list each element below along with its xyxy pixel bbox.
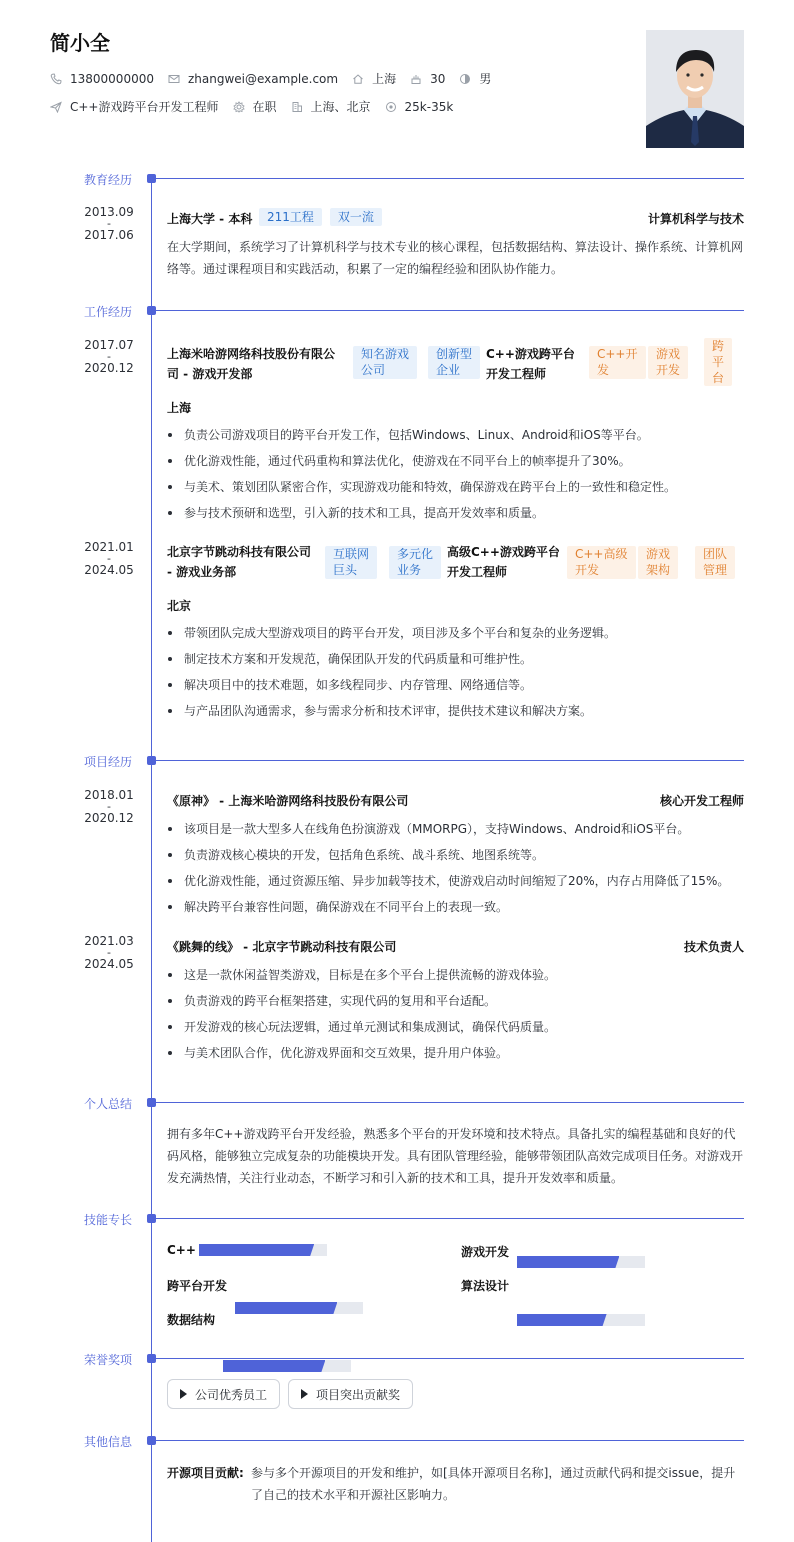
age-text: 30 [430,71,446,86]
award-item [167,1379,280,1409]
email-info [168,72,338,86]
list-item: 制定技术方案和开发规范，确保团队开发的代码质量和可维护性。 [167,646,616,672]
cake-icon [410,73,422,85]
honors-list [167,1379,421,1409]
date-dash: - [107,552,111,565]
other-line: 参与多个开源项目的开发和维护，如[具体开源项目名称]，通过贡献代码和提交issue，提升 [251,1466,736,1480]
skill-bar [517,1314,645,1326]
section-marker [147,756,156,765]
project-title: 《原神》 - 上海米哈游网络科技股份有限公司 [167,794,409,808]
avatar-portrait [646,30,744,148]
list-item: 负责公司游戏项目的跨平台开发工作，包括Windows、Linux、Android和iOS等平台。 [167,422,676,448]
tag-line: 知名游戏 [361,347,410,361]
list-item: 该项目是一款大型多人在线角色扮演游戏（MMORPG），支持Windows、Android和iOS平台。 [167,816,729,842]
work-location: 北京 [167,599,192,613]
role-line: C++游戏跨平台 [486,347,575,361]
job-intent-row [50,98,467,115]
skill-bar-fill [517,1256,619,1268]
gender-icon [459,73,471,85]
target-city-text: 上海、北京 [310,100,371,114]
section-title-summary: 个人总结 [83,1097,132,1111]
status-info [233,98,277,115]
role-tag [589,346,646,379]
timeline-line [151,178,152,1542]
role-line: 开发工程师 [486,367,547,381]
tag-line: 游戏 [646,547,671,561]
tag-line: 互联网 [333,547,370,561]
section-divider [156,178,744,179]
company-tag [353,346,417,379]
tag-line: 开发 [656,363,681,377]
contact-row [50,70,505,87]
play-icon [301,1389,308,1399]
section-divider [156,760,744,761]
work-company [167,542,311,582]
section-title-education: 教育经历 [83,173,132,187]
list-item: 与美术团队合作，优化游戏界面和交互效果，提升用户体验。 [167,1040,556,1066]
tag-line: 创新型 [436,347,473,361]
skill-bar [199,1244,327,1256]
project-role: 核心开发工程师 [659,794,744,808]
list-item: 解决项目中的技术难题，如多线程同步、内存管理、网络通信等。 [167,672,616,698]
section-title-honors: 荣誉奖项 [83,1353,132,1367]
work-company [167,344,335,384]
education-description: 在大学期间，系统学习了计算机科学与技术专业的核心课程，包括数据结构、算法设计、操作系统、计算机网络等。通过课程项目和实践活动，积累了一定的编程经验和团队协作能力。 [167,240,744,276]
tag-line: 公司 [361,363,386,377]
tag-line: C++开 [597,347,638,361]
skill-bar-fill [199,1244,314,1256]
tag-line: 开发 [575,563,600,577]
project-bullets [167,962,556,1066]
role-line: 高级C++游戏跨平台 [447,545,560,559]
section-divider [156,1218,744,1219]
project-date [78,789,140,824]
section-marker [147,174,156,183]
skill-name: 数据结构 [167,1313,216,1327]
company-tag [389,546,441,579]
section-marker [147,1214,156,1223]
award-label: 公司优秀员工 [195,1387,268,1402]
tag-line: 业务 [397,563,422,577]
work-role [486,344,575,384]
section-title-work: 工作经历 [83,305,132,319]
date-dash: - [107,800,111,813]
gear-icon [233,101,245,113]
other-line: 了自己的技术水平和开源社区影响力。 [251,1488,456,1502]
status-text: 在职 [252,100,277,114]
tag-line: 平 [712,355,725,369]
project-end: 2020.12 [84,811,134,825]
list-item: 解决跨平台兼容性问题，确保游戏在不同平台上的表现一致。 [167,894,729,920]
company-tag [428,346,480,379]
role-tag [648,346,688,379]
skill-bar [517,1256,645,1268]
work-location: 上海 [167,401,192,415]
city-text: 上海 [372,72,397,86]
company-line: - 游戏业务部 [167,565,237,579]
section-marker [147,1354,156,1363]
play-icon [180,1389,187,1399]
tag-line: 企业 [436,363,461,377]
list-item: 负责游戏核心模块的开发，包括角色系统、战斗系统、地图系统等。 [167,842,729,868]
project-end: 2024.05 [84,957,134,971]
job-title-text: C++游戏跨平台开发工程师 [70,100,219,114]
work-start: 2017.07 [84,338,134,352]
profile-photo [646,30,744,148]
tag-line: 多元化 [397,547,434,561]
role-tag [638,546,678,579]
candidate-name: 简小全 [50,31,110,55]
tag-line: 管理 [703,563,728,577]
tag-line: 跨 [712,339,725,353]
tag-line: 巨头 [333,563,358,577]
list-item: 这是一款休闲益智类游戏，目标是在多个平台上提供流畅的游戏体验。 [167,962,556,988]
other-text [251,1462,747,1506]
section-title-skills: 技能专长 [83,1213,132,1227]
section-divider [156,1102,744,1103]
city-info [352,70,396,87]
school-tag: 211工程 [259,208,322,226]
work-bullets [167,422,676,526]
work-date [78,541,140,576]
award-label: 项目突出贡献奖 [316,1387,401,1402]
tag-line: C++高级 [575,547,628,561]
date-dash: - [107,350,111,363]
section-title-projects: 项目经历 [83,755,132,769]
skill-name: C++ [167,1243,196,1257]
salary-info [385,100,454,114]
work-end: 2020.12 [84,361,134,375]
age-info [410,72,445,86]
coin-icon [385,101,397,113]
work-start: 2021.01 [84,540,134,554]
other-label: 开源项目贡献: [167,1466,244,1480]
project-date [78,935,140,970]
email-icon [168,73,180,85]
list-item: 带领团队完成大型游戏项目的跨平台开发，项目涉及多个平台和复杂的业务逻辑。 [167,620,616,646]
role-tag [695,546,735,579]
salary-text: 25k-35k [404,99,454,114]
section-divider [156,1440,744,1441]
list-item: 参与技术预研和选型，引入新的技术和工具，提高开发效率和质量。 [167,500,676,526]
skill-name: 游戏开发 [461,1245,510,1259]
skill-bar-fill [517,1314,607,1326]
section-divider [156,1358,744,1359]
home-icon [352,73,364,85]
work-end: 2024.05 [84,563,134,577]
project-start: 2018.01 [84,788,134,802]
list-item: 优化游戏性能，通过代码重构和算法优化，使游戏在不同平台上的帧率提升了30%。 [167,448,676,474]
phone-icon [50,73,62,85]
tag-line: 台 [712,371,725,385]
send-icon [50,101,62,113]
tag-line: 游戏 [656,347,681,361]
skill-bar-fill [223,1360,325,1372]
school-tag: 双一流 [330,208,382,226]
award-item [288,1379,413,1409]
school-tags [259,208,382,226]
section-marker [147,1098,156,1107]
company-line: 司 - 游戏开发部 [167,367,253,381]
phone-info [50,72,154,86]
section-marker [147,1436,156,1445]
list-item: 与产品团队沟通需求，参与需求分析和技术评审，提供技术建议和解决方案。 [167,698,616,724]
list-item: 开发游戏的核心玩法逻辑，通过单元测试和集成测试，确保代码质量。 [167,1014,556,1040]
project-role: 技术负责人 [683,940,744,954]
tag-line: 架构 [646,563,671,577]
building-icon [291,101,303,113]
section-divider [156,310,744,311]
skill-bar [235,1302,363,1314]
gender-info [459,70,491,87]
job-title-info [50,98,219,115]
skill-name: 算法设计 [461,1279,510,1293]
date-dash: - [107,946,111,959]
role-line: 开发工程师 [447,565,508,579]
list-item: 与美术、策划团队紧密合作，实现游戏功能和特效，确保游戏在跨平台上的一致性和稳定性。 [167,474,676,500]
school-name: 上海大学 - 本科 [167,212,253,226]
work-role [447,542,560,582]
company-tag [325,546,377,579]
summary-text: 拥有多年C++游戏跨平台开发经验，熟悉多个平台的开发环境和技术特点。具备扎实的编程基础和良好的代码风格，能够独立完成复杂的功能模块开发。具有团队管理经验，能够带领团队高效完成项目任务。对游戏开发充满热情，关注行业动态，不断学习和引入新的技术和工具，提升开发效率和质量。 [167,1127,744,1185]
company-line: 上海米哈游网络科技股份有限公 [167,347,336,361]
project-bullets [167,816,729,920]
list-item: 负责游戏的跨平台框架搭建，实现代码的复用和平台适配。 [167,988,556,1014]
project-start: 2021.03 [84,934,134,948]
work-date [78,339,140,374]
skill-name: 跨平台开发 [167,1279,228,1293]
tag-line: 发 [597,363,610,377]
education-start: 2013.09 [84,205,134,219]
section-title-other: 其他信息 [83,1435,132,1449]
major-name: 计算机科学与技术 [647,212,744,226]
skill-bar-fill [235,1302,337,1314]
education-date [78,206,140,241]
skill-bar [223,1360,351,1372]
email-text: zhangwei@example.com [187,71,339,86]
education-end: 2017.06 [84,228,134,242]
date-dash: - [107,217,111,230]
list-item: 优化游戏性能，通过资源压缩、异步加载等技术，使游戏启动时间缩短了20%，内存占用降低了15%。 [167,868,729,894]
target-city-info [291,98,371,115]
company-line: 北京字节跳动科技有限公司 [167,545,312,559]
section-marker [147,306,156,315]
project-title: 《跳舞的线》 - 北京字节跳动科技有限公司 [167,940,397,954]
role-tag [567,546,636,579]
phone-text: 13800000000 [70,71,154,86]
work-bullets [167,620,616,724]
tag-line: 团队 [703,547,728,561]
gender-text: 男 [479,72,492,86]
role-tag [704,338,732,386]
